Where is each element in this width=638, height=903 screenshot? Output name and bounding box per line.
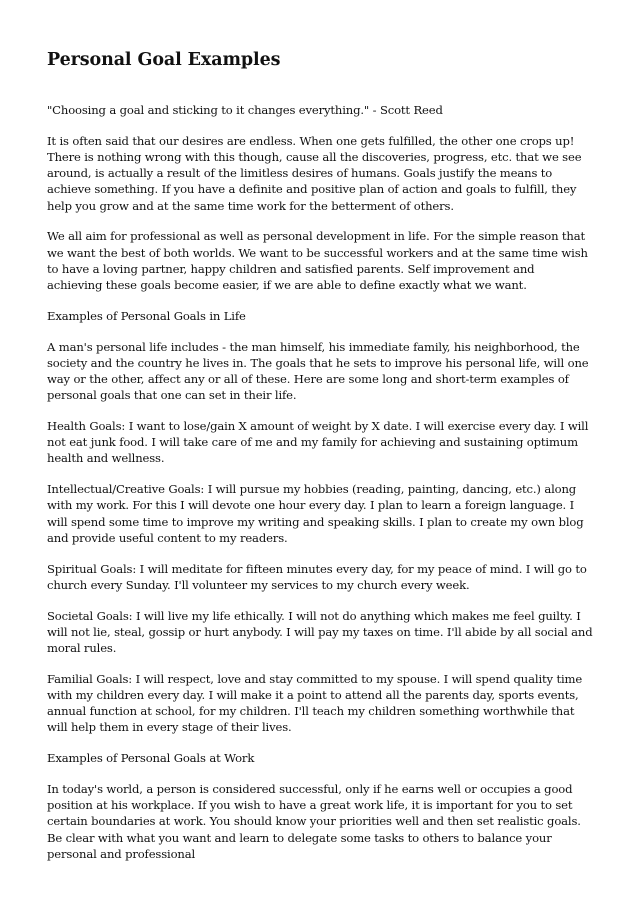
document-title: Personal Goal Examples	[47, 50, 281, 70]
paragraph-familial-goals: Familial Goals: I will respect, love and stay committed to my spouse. I will spend quality time with my children every day. I will make it a point to attend all the parents day, sports events, annual function at school, for my children. I'll teach my children something worthwhile that will help them in every stage of their lives.	[47, 671, 583, 735]
paragraph-spiritual-goals: Spiritual Goals: I will meditate for fifteen minutes every day, for my peace of mind. I will go to church every Sunday. I'll volunteer my services to my church every week.	[47, 561, 587, 592]
section-heading-work: Examples of Personal Goals at Work	[47, 751, 255, 766]
paragraph-intro: It is often said that our desires are endless. When one gets fulfilled, the other one crops up! There is nothing wrong with this though, cause all the discoveries, progress, etc. that we see around, is actually a result of the limitless desires of humans. Goals justify the means to achieve something. If you have a definite and positive plan of action and goals to fulfill, they help you grow and at the same time work for the betterment of others.	[47, 133, 582, 213]
document-page	[47, 48, 593, 862]
paragraph-work: In today's world, a person is considered successful, only if he earns well or occupies a good position at his workplace. If you wish to have a great work life, it is important for you to set certain boundaries at work. You should know your priorities well and then set realistic goals. Be clear with what you want and learn to delegate some tasks to others to balance your personal and professional	[47, 782, 581, 861]
paragraph-health-goals: Health Goals: I want to lose/gain X amount of weight by X date. I will exercise every day. I will not eat junk food. I will take care of me and my family for achieving and sustaining optimum health and wellness.	[47, 419, 589, 466]
section-heading-life: Examples of Personal Goals in Life	[47, 308, 246, 323]
opening-quote: "Choosing a goal and sticking to it changes everything." - Scott Reed	[47, 103, 443, 117]
paragraph-development: We all aim for professional as well as personal development in life. For the simple reason that we want the best of both worlds. We want to be successful workers and at the same time wish to have a loving partner, happy children and satisfied parents. Self improvement and achieving these goals become easier, if we are able to define exactly what we want.	[47, 229, 588, 293]
paragraph-intellectual-goals: Intellectual/Creative Goals: I will pursue my hobbies (reading, painting, dancing, etc.) along with my work. For this I will devote one hour every day. I plan to learn a foreign language. I will spend some time to improve my writing and speaking skills. I plan to create my own blog and provide useful content to my readers.	[47, 482, 584, 545]
paragraph-personal-life: A man's personal life includes - the man himself, his immediate family, his neighborhood, the society and the country he lives in. The goals that he sets to improve his personal life, will one way or the other, affect any or all of these. Here are some long and short-term examples of personal goals that one can set in their life.	[47, 339, 589, 403]
paragraph-societal-goals: Societal Goals: I will live my life ethically. I will not do anything which makes me feel guilty. I will not lie, steal, gossip or hurt anybody. I will pay my taxes on time. I'll abide by all social and moral rules.	[47, 608, 593, 656]
